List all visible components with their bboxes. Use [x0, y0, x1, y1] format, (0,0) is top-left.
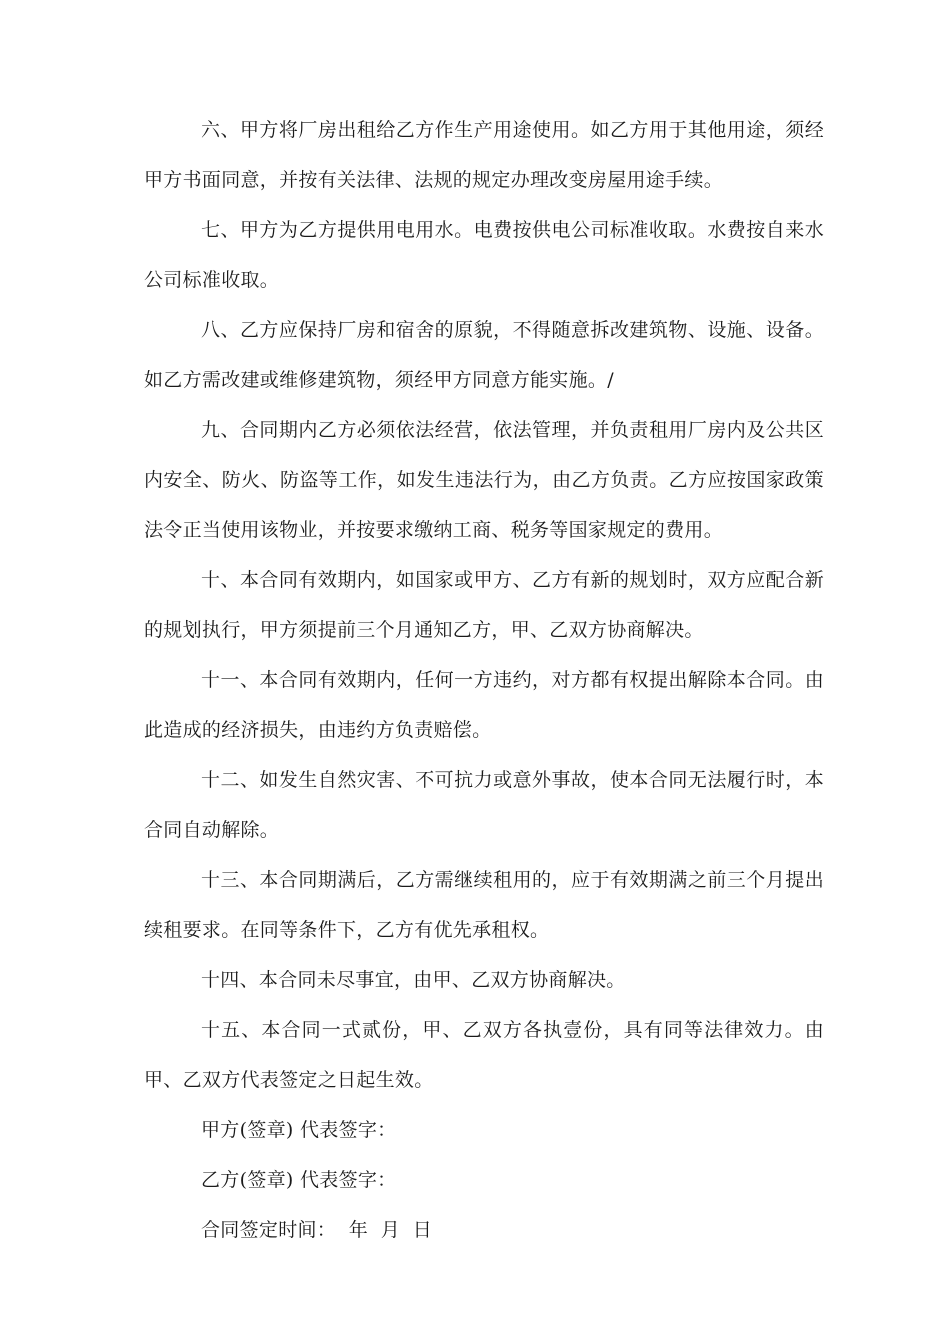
clause-10: 十、本合同有效期内，如国家或甲方、乙方有新的规划时，双方应配合新的规划执行，甲方须提前三个月通知乙方，甲、乙双方协商解决。 [144, 569, 824, 641]
signing-date-line: 合同签定时间： 年 月 日 [201, 1219, 433, 1241]
contract-body [144, 105, 824, 1255]
clause-9: 九、合同期内乙方必须依法经营，依法管理，并负责租用厂房内及公共区内安全、防火、防盗等工作，如发生违法行为，由乙方负责。乙方应按国家政策法令正当使用该物业，并按要求缴纳工商、税务等国家规定的费用。 [144, 419, 824, 541]
party-b-signature-line: 乙方(签章) 代表签字： [201, 1169, 397, 1191]
clause-8: 八、乙方应保持厂房和宿舍的原貌，不得随意拆改建筑物、设施、设备。如乙方需改建或维修建筑物，须经甲方同意方能实施。/ [144, 319, 824, 391]
party-a-signature-line: 甲方(签章) 代表签字： [201, 1119, 397, 1141]
clause-12: 十二、如发生自然灾害、不可抗力或意外事故，使本合同无法履行时，本合同自动解除。 [144, 769, 824, 841]
clause-15: 十五、本合同一式贰份，甲、乙双方各执壹份，具有同等法律效力。由甲、乙双方代表签定之日起生效。 [144, 1019, 824, 1091]
clause-7: 七、甲方为乙方提供用电用水。电费按供电公司标准收取。水费按自来水公司标准收取。 [144, 219, 824, 291]
clause-6: 六、甲方将厂房出租给乙方作生产用途使用。如乙方用于其他用途，须经甲方书面同意，并按有关法律、法规的规定办理改变房屋用途手续。 [144, 119, 824, 191]
clause-14: 十四、本合同未尽事宜，由甲、乙双方协商解决。 [201, 969, 626, 991]
clause-13: 十三、本合同期满后，乙方需继续租用的，应于有效期满之前三个月提出续租要求。在同等条件下，乙方有优先承租权。 [144, 869, 824, 941]
clause-11: 十一、本合同有效期内，任何一方违约，对方都有权提出解除本合同。由此造成的经济损失，由违约方负责赔偿。 [144, 669, 824, 741]
